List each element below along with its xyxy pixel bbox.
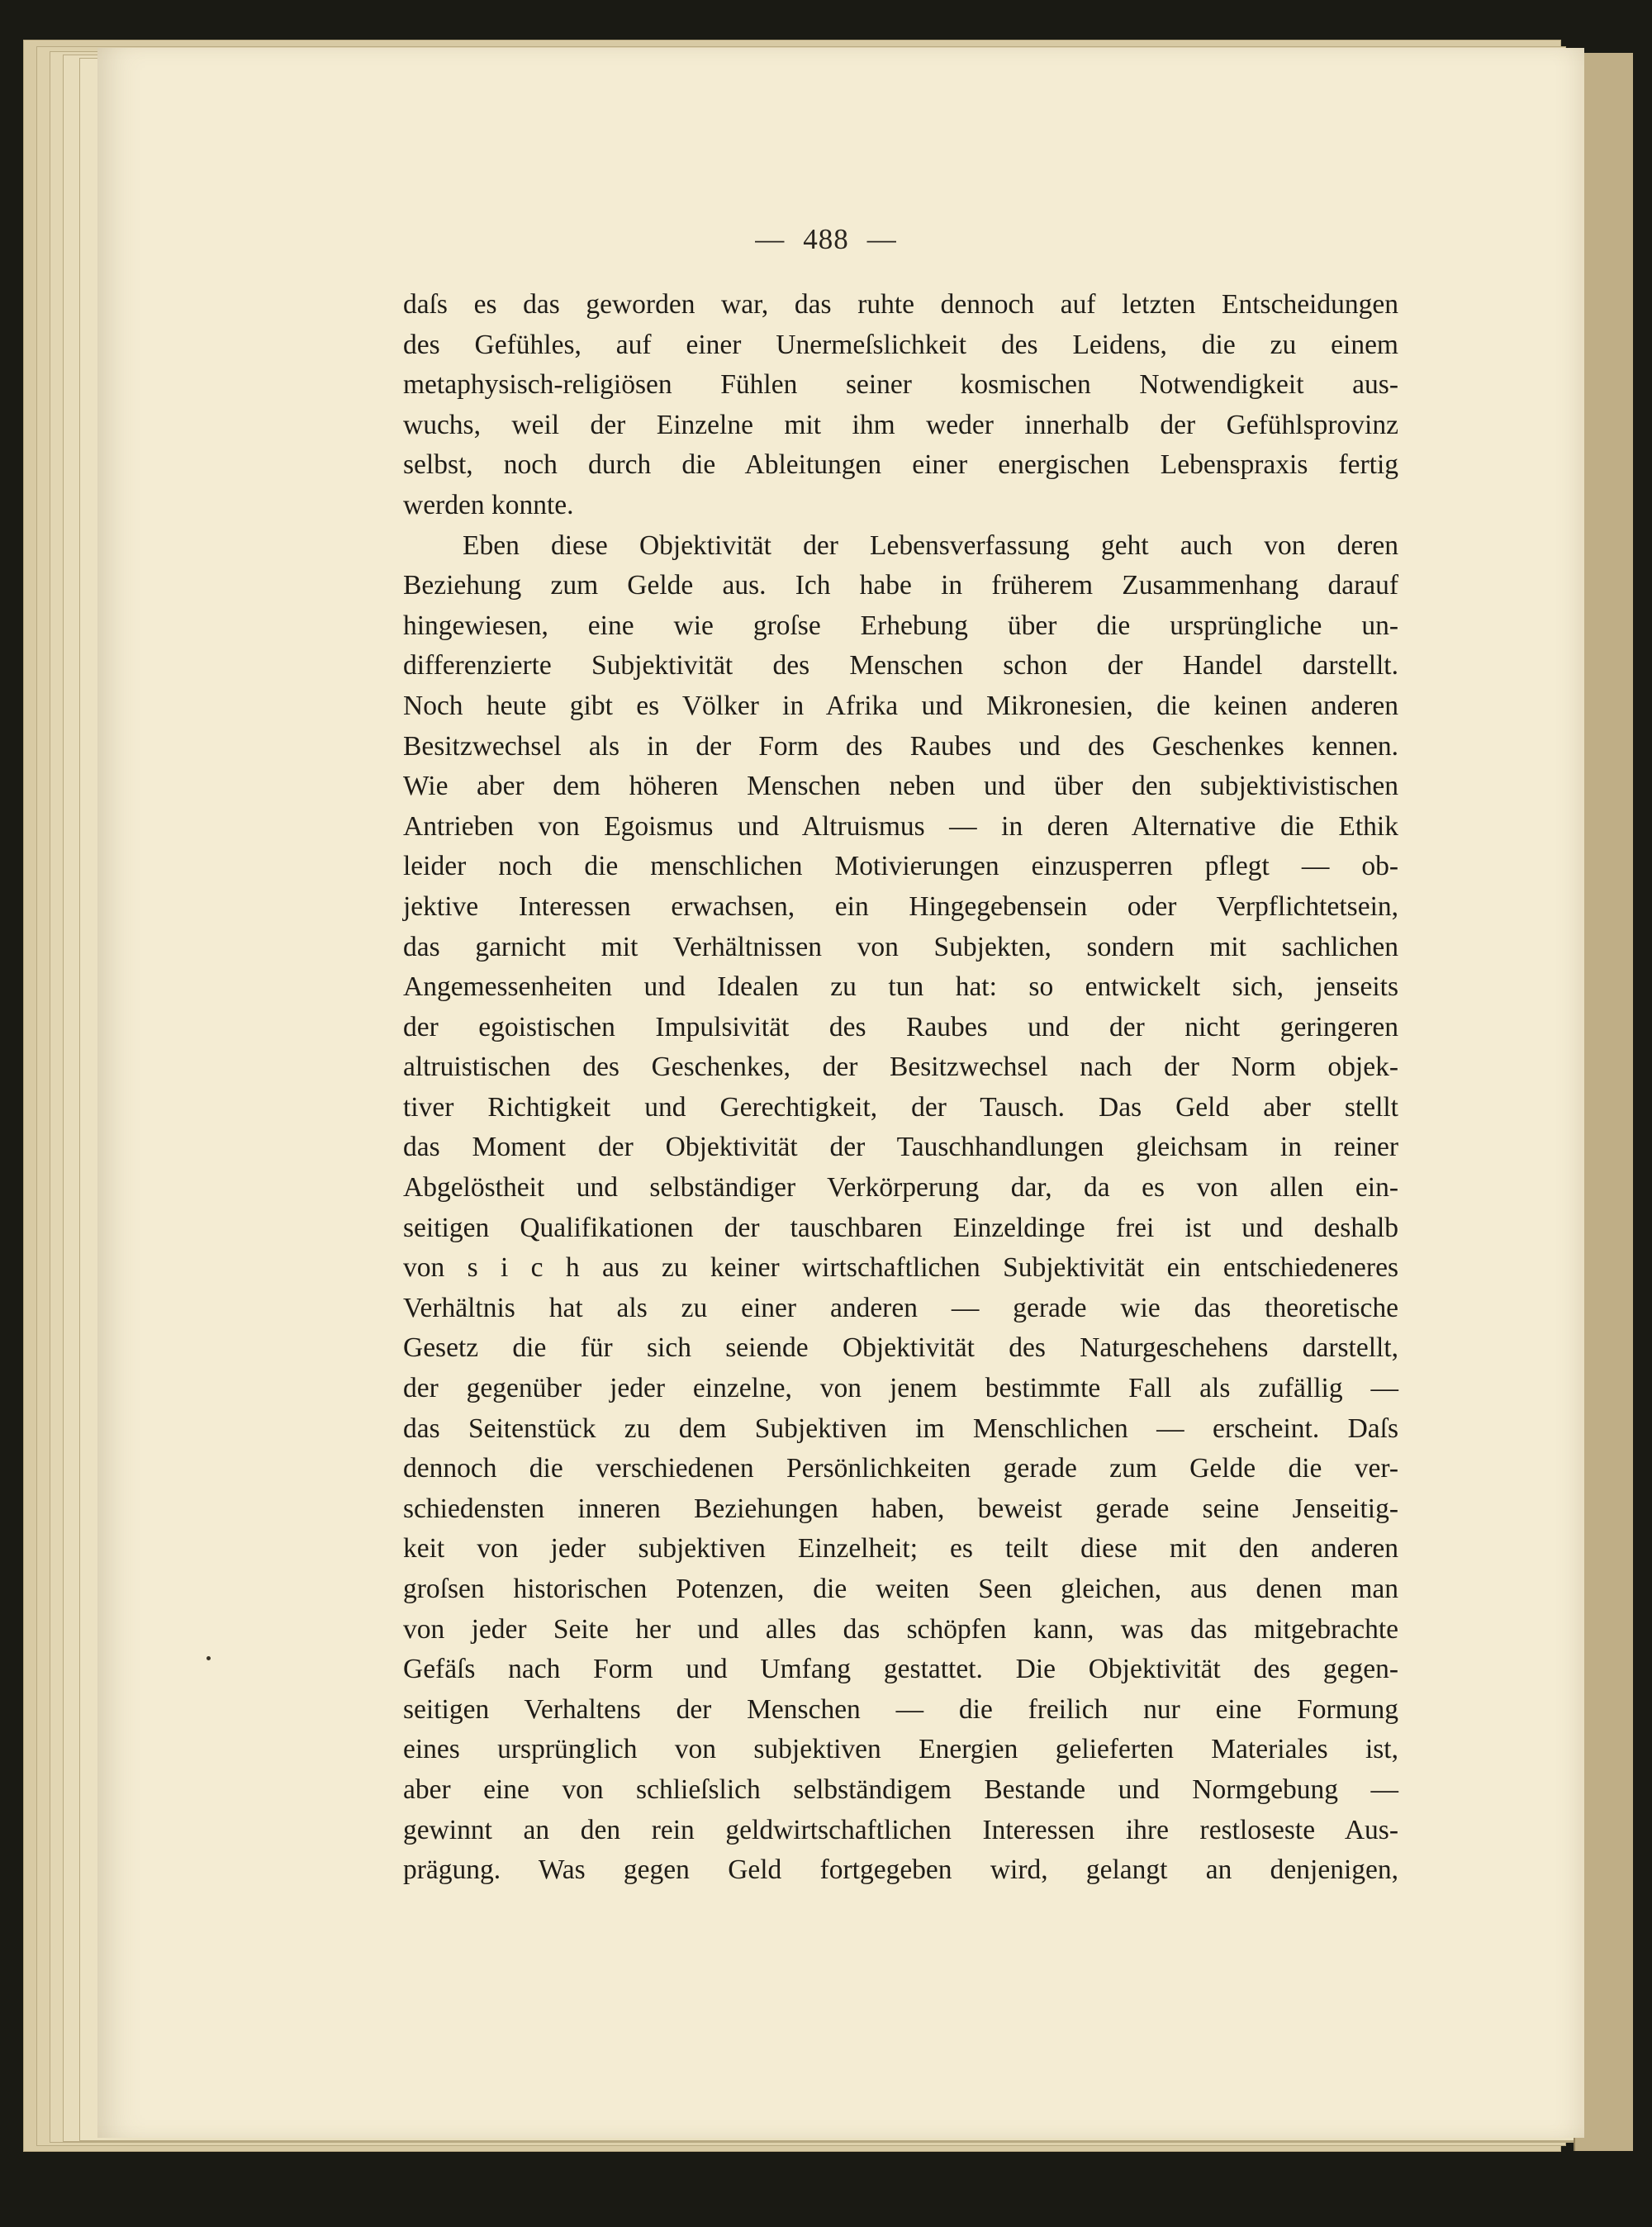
text-line: Noch heute gibt es Völker in Afrika und Mikronesien, die keinen anderen: [403, 690, 1398, 721]
text-line: Beziehung zum Gelde aus. Ich habe in früherem Zusammenhang darauf: [403, 570, 1398, 601]
text-line: prägung. Was gegen Geld fortgegeben wird, gelangt an denjenigen,: [403, 1854, 1398, 1886]
ink-speck: [206, 1656, 211, 1660]
text-line: Wie aber dem höheren Menschen neben und über den subjektivistischen: [403, 771, 1398, 802]
text-line: hingewiesen, eine wie groſse Erhebung über die ursprüngliche un-: [403, 610, 1398, 641]
text-line: dennoch die verschiedenen Persönlichkeiten gerade zum Gelde die ver-: [403, 1453, 1398, 1484]
page-number-dash-left: —: [755, 223, 786, 255]
text-line: jektive Interessen erwachsen, ein Hingegebensein oder Verpflichtetsein,: [403, 890, 1398, 922]
page-number-value: 488: [803, 223, 849, 255]
text-line: Eben diese Objektivität der Lebensverfassung geht auch von deren: [463, 529, 1398, 561]
text-line: tiver Richtigkeit und Gerechtigkeit, der Tausch. Das Geld aber stellt: [403, 1091, 1398, 1123]
text-line: Angemessenheiten und Idealen zu tun hat: so entwickelt sich, jenseits: [403, 971, 1398, 1003]
text-line: von s i c h aus zu keiner wirtschaftlichen Subjektivität ein entschiedeneres: [403, 1252, 1398, 1284]
text-line: leider noch die menschlichen Motivierungen einzusperren pflegt — ob-: [403, 851, 1398, 882]
text-line: das Moment der Objektivität der Tauschhandlungen gleichsam in reiner: [403, 1132, 1398, 1163]
text-line: Gesetz die für sich seiende Objektivität des Naturgeschehens darstellt,: [403, 1332, 1398, 1364]
text-line: Besitzwechsel als in der Form des Raubes und des Geschenkes kennen.: [403, 730, 1398, 762]
text-line: der gegenüber jeder einzelne, von jenem bestimmte Fall als zufällig —: [403, 1373, 1398, 1404]
text-line: selbst, noch durch die Ableitungen einer energischen Lebenspraxis fertig: [403, 449, 1398, 481]
page-number-dash-right: —: [866, 223, 897, 255]
text-line: das garnicht mit Verhältnissen von Subjekten, sondern mit sachlichen: [403, 931, 1398, 962]
body-text: [403, 285, 1398, 1891]
text-line: wuchs, weil der Einzelne mit ihm weder innerhalb der Gefühlsprovinz: [403, 409, 1398, 440]
text-line: das Seitenstück zu dem Subjektiven im Menschlichen — erscheint. Daſs: [403, 1413, 1398, 1444]
text-line: der egoistischen Impulsivität des Raubes und der nicht geringeren: [403, 1011, 1398, 1042]
text-line: keit von jeder subjektiven Einzelheit; es teilt diese mit den anderen: [403, 1533, 1398, 1565]
text-line: eines ursprünglich von subjektiven Energien gelieferten Materiales ist,: [403, 1734, 1398, 1765]
text-line: aber eine von schlieſslich selbständigem Bestande und Normgebung —: [403, 1774, 1398, 1805]
text-line: gewinnt an den rein geldwirtschaftlichen Interessen ihre restloseste Aus-: [403, 1814, 1398, 1845]
text-line: groſsen historischen Potenzen, die weiten Seen gleichen, aus denen man: [403, 1574, 1398, 1604]
text-line: seitigen Verhaltens der Menschen — die freilich nur eine Formung: [403, 1693, 1398, 1725]
text-line: Verhältnis hat als zu einer anderen — gerade wie das theoretische: [403, 1292, 1398, 1323]
text-line: werden konnte.: [403, 489, 574, 520]
text-line: Abgelöstheit und selbständiger Verkörperung dar, da es von allen ein-: [403, 1172, 1398, 1204]
text-line: Gefäſs nach Form und Umfang gestattet. Die Objektivität des gegen-: [403, 1654, 1398, 1685]
text-line: daſs es das geworden war, das ruhte dennoch auf letzten Entscheidungen: [403, 289, 1398, 320]
text-line: differenzierte Subjektivität des Menschen schon der Handel darstellt.: [403, 650, 1398, 681]
text-line: schiedensten inneren Beziehungen haben, beweist gerade seine Jenseitig-: [403, 1493, 1398, 1524]
text-line: altruistischen des Geschenkes, der Besitzwechsel nach der Norm objek-: [403, 1052, 1398, 1083]
text-line: seitigen Qualifikationen der tauschbaren Einzeldinge frei ist und deshalb: [403, 1212, 1398, 1243]
text-line: von jeder Seite her und alles das schöpfen kann, was das mitgebrachte: [403, 1613, 1398, 1645]
page-number: [0, 223, 1652, 256]
text-line: metaphysisch-religiösen Fühlen seiner kosmischen Notwendigkeit aus-: [403, 369, 1398, 401]
text-line: Antrieben von Egoismus und Altruismus — in deren Alternative die Ethik: [403, 810, 1398, 842]
text-line: des Gefühles, auf einer Unermeſslichkeit des Leidens, die zu einem: [403, 329, 1398, 360]
